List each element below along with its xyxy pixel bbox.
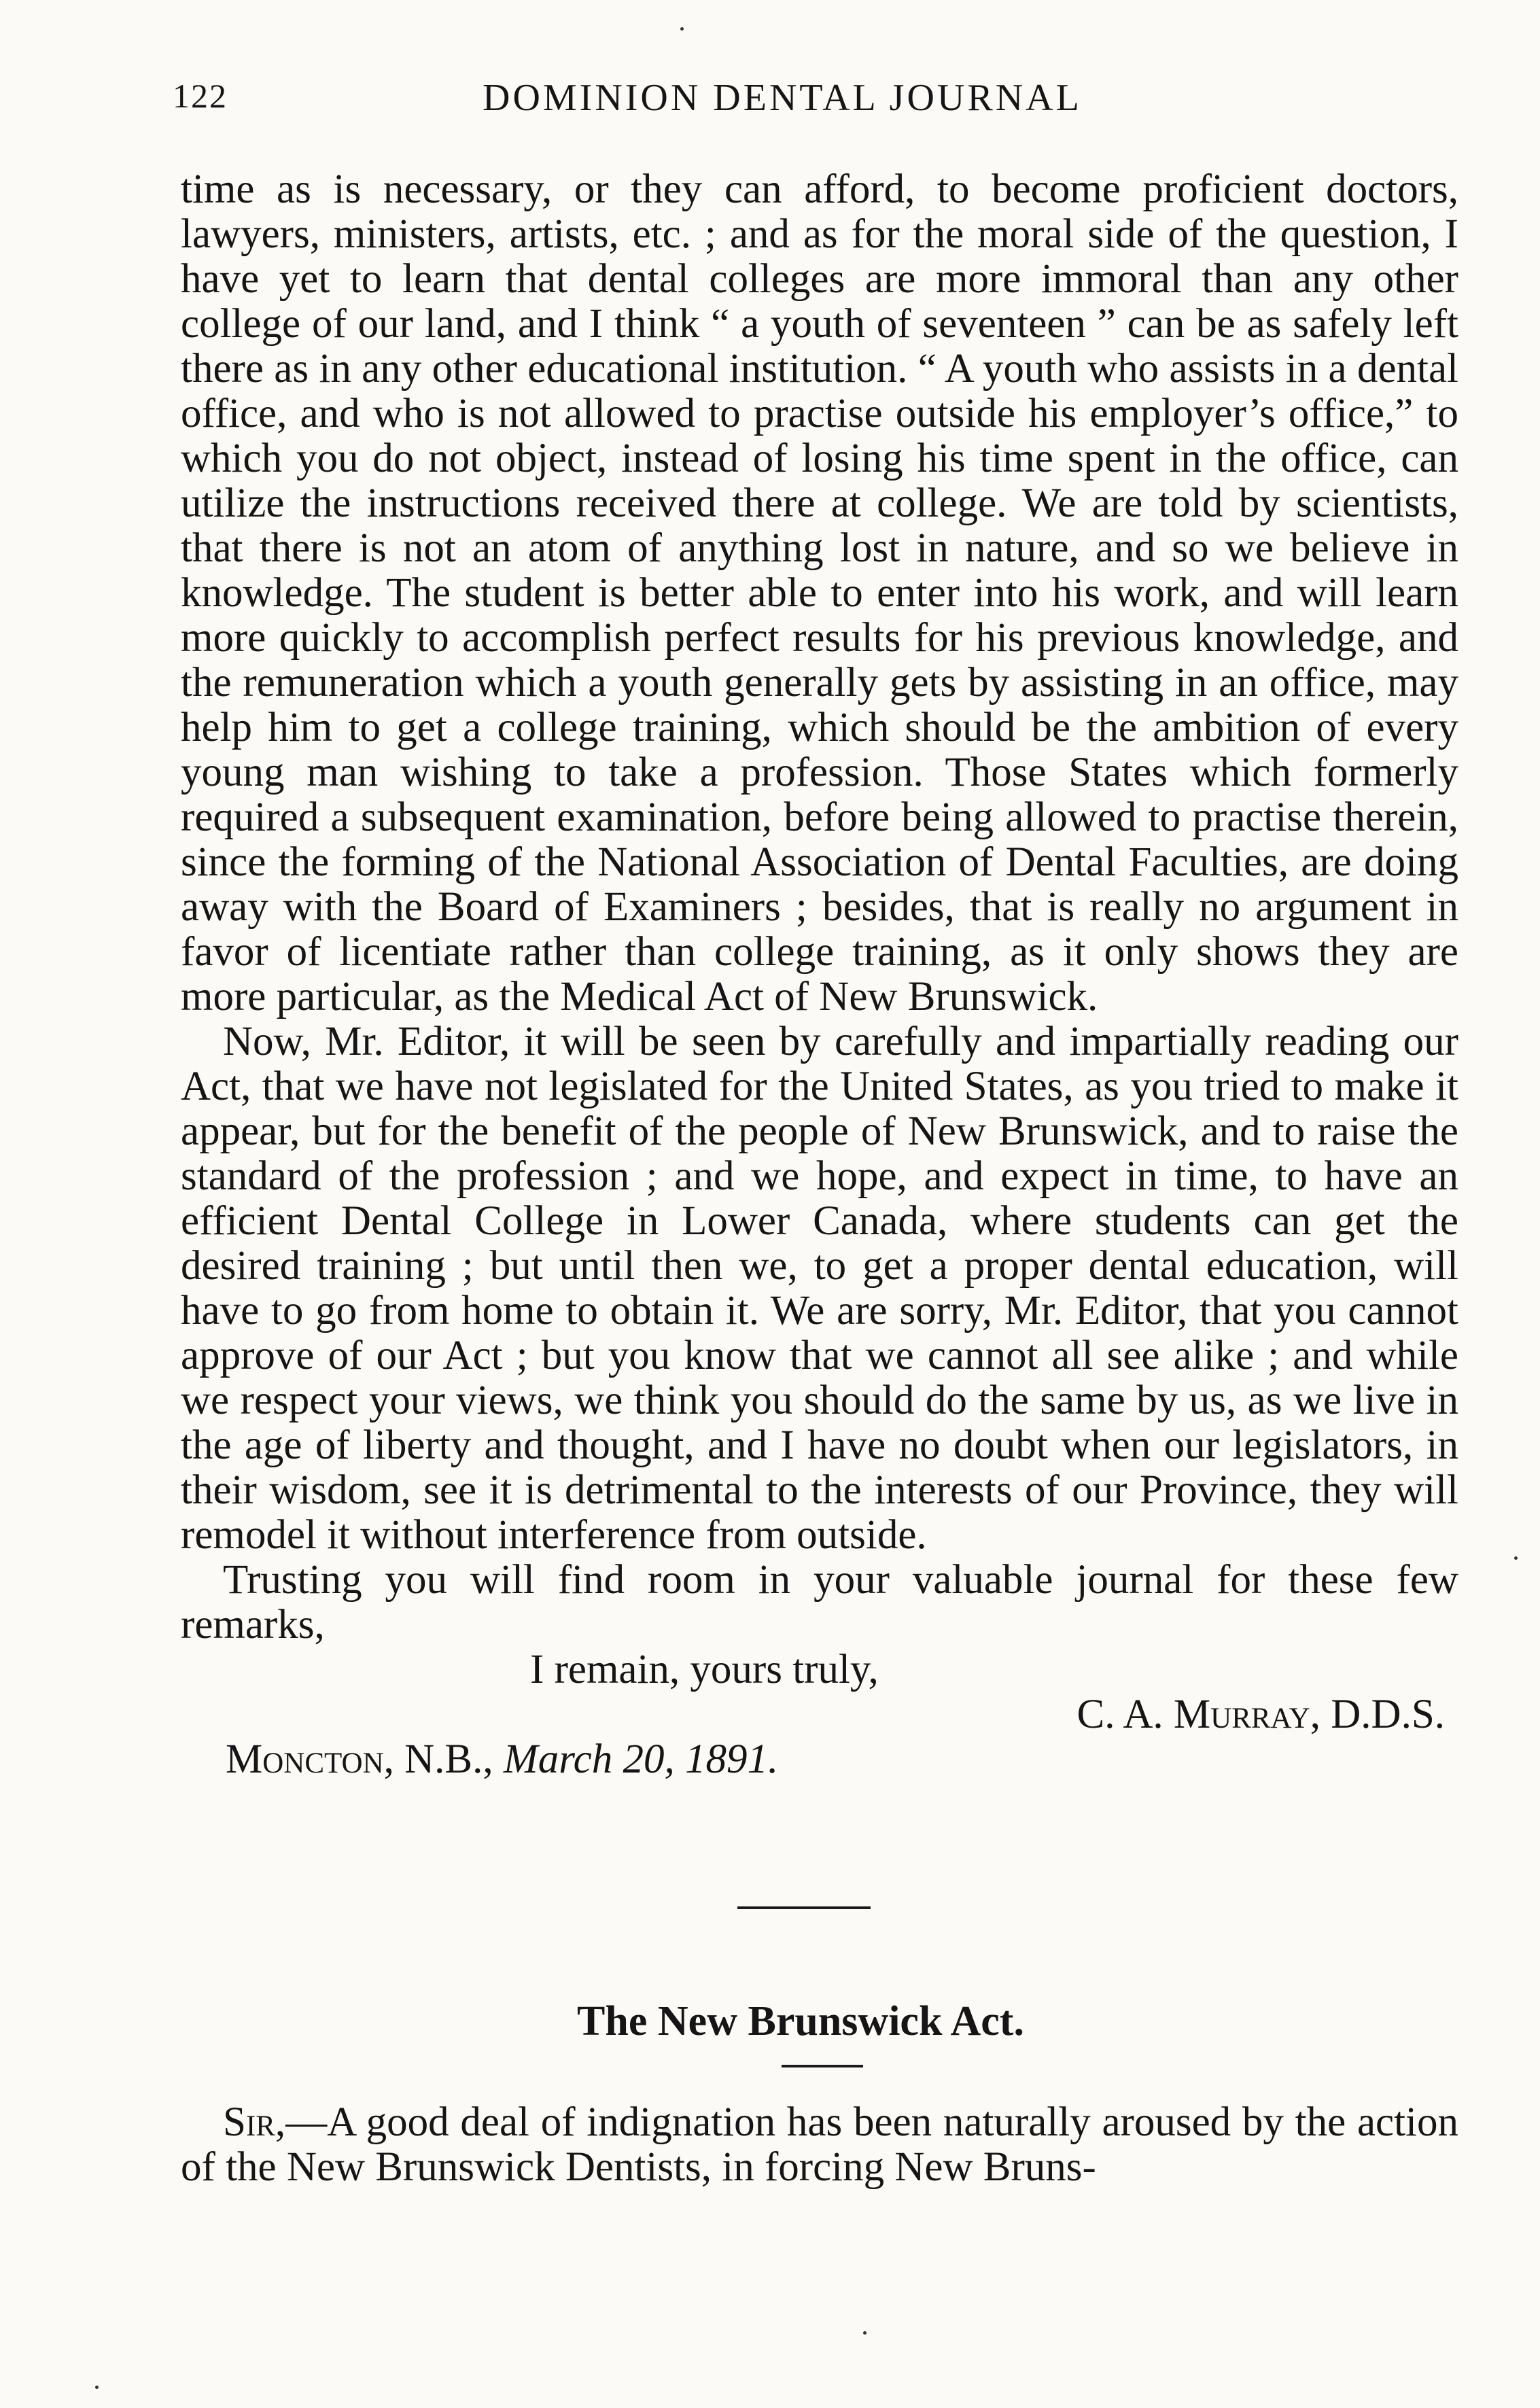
section-opening-text: —A good deal of indignation has been naturally aroused by the action of the New Brunswick Dentists, in forcing New Bruns- bbox=[181, 2099, 1458, 2190]
letter-closing: I remain, yours truly, bbox=[530, 1647, 879, 1692]
section-body bbox=[181, 2100, 1458, 2190]
letter-paragraph-2: Now, Mr. Editor, it will be seen by carefully and impartially reading our Act, that we have not legislated for the United States, as you tried to make it appear, but for the benefit of the people of New Brunswick, and to raise the standard of the profession ; and we hope, and expect in time, to have an efficient Dental College in Lower Canada, where students can get the desired training ; but until then we, to get a proper dental education, will have to go from home to obtain it. We are sorry, Mr. Editor, that you cannot approve of our Act ; but you know that we cannot all see alike ; and while we respect your views, we think you should do the same by us, as we live in the age of liberty and thought, and I have no doubt when our legislators, in their wisdom, see it is detrimental to the interests of our Province, they will remodel it without interference from outside. bbox=[181, 1019, 1458, 1558]
section-opening-paragraph bbox=[181, 2100, 1458, 2190]
journal-title: DOMINION DENTAL JOURNAL bbox=[483, 77, 1082, 119]
letter-place-date bbox=[181, 1737, 1458, 1782]
section-salutation: Sir, bbox=[223, 2099, 286, 2145]
print-speck bbox=[1514, 1556, 1518, 1560]
letter-place: Moncton, N.B., bbox=[226, 1737, 493, 1782]
print-speck bbox=[680, 27, 684, 31]
section-divider-rule bbox=[737, 1906, 871, 1909]
letter-paragraph-3: Trusting you will find room in your valuable journal for these few remarks, bbox=[181, 1557, 1458, 1647]
letter-date: March 20, 1891. bbox=[503, 1737, 779, 1782]
page-number: 122 bbox=[173, 77, 228, 115]
heading-underline-rule bbox=[782, 2065, 863, 2067]
letter-body bbox=[181, 167, 1458, 1782]
letter-signature: C. A. Murray, D.D.S. bbox=[1077, 1692, 1445, 1737]
letter-paragraph-1: time as is necessary, or they can afford, to become proficient doctors, lawyers, ministers, artists, etc. ; and as for the moral side of the question, I have yet to learn that dental colleges are more immoral than any other college of our land, and I think “ a youth of seventeen ” can be as safely left there as in any other educational institution. “ A youth who assists in a dental office, and who is not allowed to practise outside his employer’s office,” to which you do not object, instead of losing his time spent in the office, can utilize the instructions received there at college. We are told by scientists, that there is not an atom of anything lost in nature, and so we believe in knowledge. The student is better able to enter into his work, and will learn more quickly to accomplish perfect results for his previous knowledge, and the remuneration which a youth generally gets by assisting in an office, may help him to get a college training, which should be the ambition of every young man wishing to take a profession. Those States which formerly required a subsequent examination, before being allowed to practise therein, since the forming of the National Association of Dental Faculties, are doing away with the Board of Examiners ; besides, that is really no argument in favor of licentiate rather than college training, as it only shows they are more particular, as the Medical Act of New Brunswick. bbox=[181, 167, 1458, 1019]
print-speck bbox=[863, 2331, 867, 2335]
page-header bbox=[173, 76, 1450, 124]
section-heading: The New Brunswick Act. bbox=[577, 1998, 1024, 2045]
print-speck bbox=[95, 2386, 99, 2389]
